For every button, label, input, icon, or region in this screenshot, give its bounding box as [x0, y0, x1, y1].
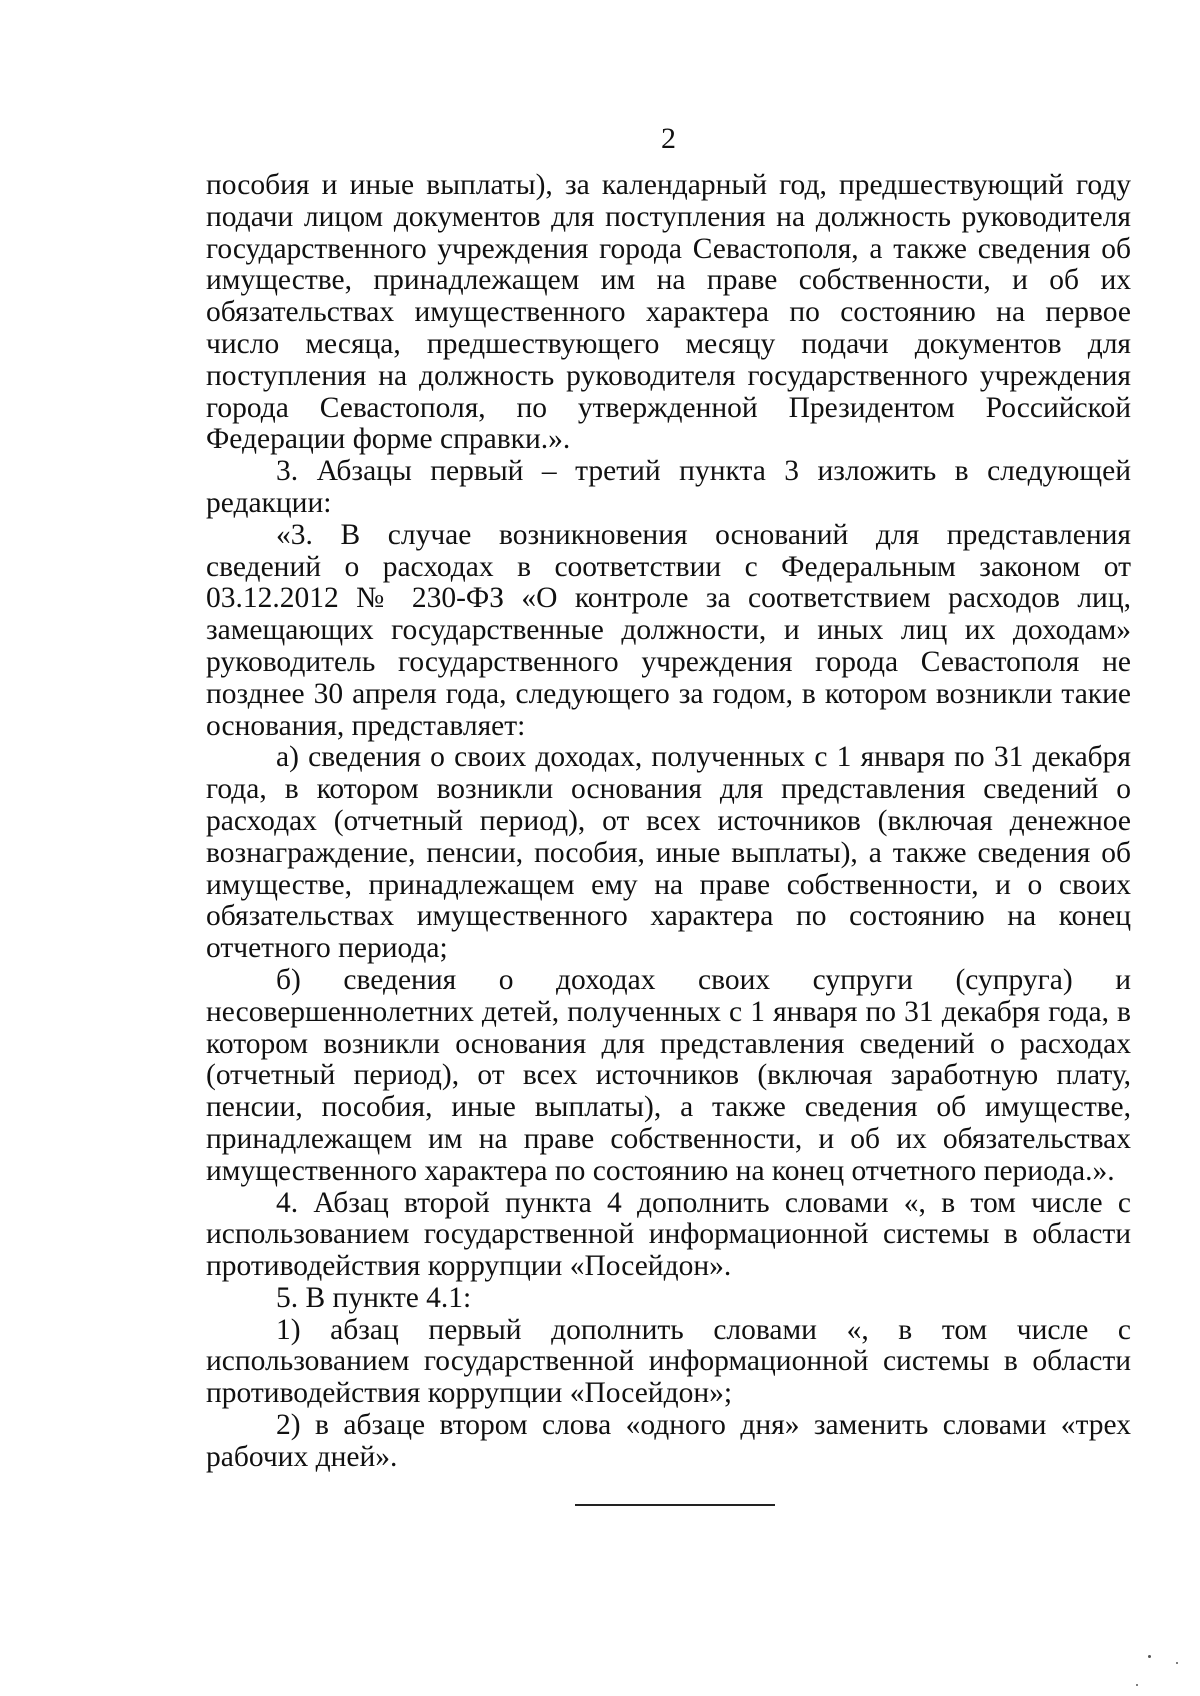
- scan-speck: [1176, 1662, 1178, 1664]
- paragraph-item-4: 4. Абзац второй пункта 4 дополнить словами «, в том числе с использованием государственной информационной системы в области противодействия коррупции «Посейдон».: [206, 1186, 1131, 1283]
- closing-rule-divider: [575, 1504, 775, 1506]
- paragraph-subitem-a: а) сведения о своих доходах, полученных с 1 января по 31 декабря года, в котором возникли основания для представления сведений о расходах (отчетный период), от всех источников (включая денежное вознаграждение, пенсии, пособия, иные выплаты), а также сведения об имуществе, принадлежащем ему на праве собственности, и о своих обязательствах имущественного характера по состоянию на конец отчетного периода;: [206, 741, 1131, 965]
- paragraph-subitem-b: б) сведения о доходах своих супруги (супруга) и несовершеннолетних детей, полученных с 1 января по 31 декабря года, в котором возникли основания для представления сведений о расходах (отчетный период), от всех источников (включая заработную плату, пенсии, пособия, иные выплаты), а также сведения об имуществе, принадлежащем им на праве собственности, и об их обязательствах имущественного характера по состоянию на конец отчетного периода.».: [206, 963, 1131, 1187]
- paragraph-subitem-2: 2) в абзаце втором слова «одного дня» заменить словами «трех рабочих дней».: [206, 1409, 1131, 1473]
- paragraph-item-5: 5. В пункте 4.1:: [276, 1281, 472, 1314]
- paragraph-quoted-clause-3: «3. В случае возникновения оснований для представления сведений о расходах в соответствии с Федеральным законом от 03.12.2012 № 230-ФЗ «О контроле за соответствием расходов лиц, замещающих государственные должности, и иных лиц их доходам» руководитель государственного учреждения города Севастополя не позднее 30 апреля года, следующего за годом, в котором возникли такие основания, представляет:: [206, 518, 1131, 742]
- paragraph-item-3: 3. Абзацы первый – третий пункта 3 изложить в следующей редакции:: [206, 455, 1131, 519]
- document-body: [206, 170, 1131, 1474]
- scan-speck: [1148, 1655, 1151, 1658]
- paragraph-subitem-1: 1) абзац первый дополнить словами «, в том числе с использованием государственной информационной системы в области противодействия коррупции «Посейдон»;: [206, 1313, 1131, 1410]
- page-number: 2: [661, 122, 676, 155]
- scan-speck: [1136, 1684, 1138, 1686]
- paragraph-continuation: пособия и иные выплаты), за календарный год, предшествующий году подачи лицом документов для поступления на должность руководителя государственного учреждения города Севастополя, а также сведения об имуществе, принадлежащем им на праве собственности, и об их обязательствах имущественного характера по состоянию на первое число месяца, предшествующего месяцу подачи документов для поступления на должность руководителя государственного учреждения города Севастополя, по утвержденной Президентом Российской Федерации форме справки.».: [206, 169, 1131, 456]
